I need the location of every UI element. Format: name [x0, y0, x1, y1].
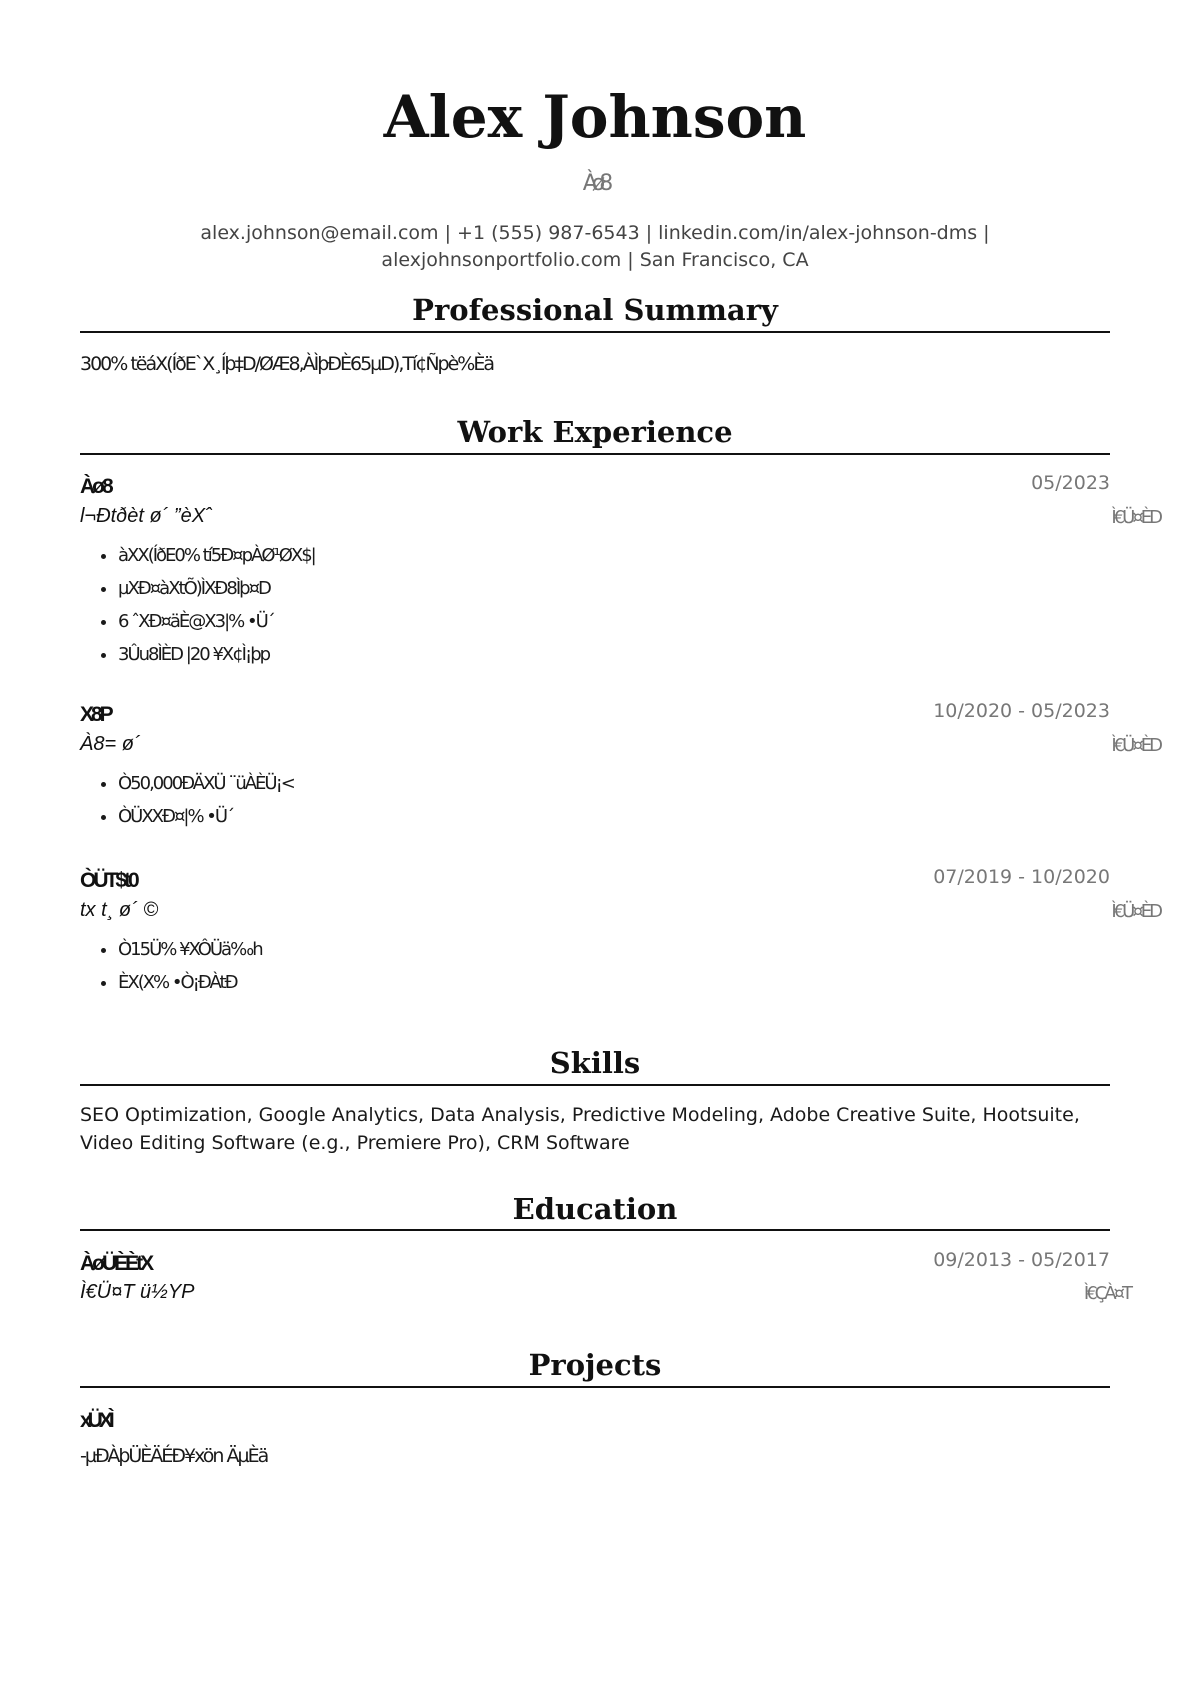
education-school: Ì€Ü¤T ü½YP — [80, 1281, 195, 1303]
job-date: 07/2019 - 10/2020 — [933, 866, 1110, 888]
skills-text: SEO Optimization, Google Analytics, Data Analysis, Predictive Modeling, Adobe Creative Suite, Hootsuite, Video Editing Software (e.g., Premiere Pro), CRM Software — [80, 1104, 1080, 1154]
job-title: X8P — [80, 703, 111, 726]
job-bullets — [96, 933, 262, 999]
education-date: 09/2013 - 05/2017 — [933, 1249, 1110, 1271]
job-company: l¬Ðtðèt ø´ ”èXˆ — [80, 505, 212, 527]
job-bullet: • Ò15Ü% ¥XÔÜä‰h — [118, 933, 262, 966]
job-date: 05/2023 — [1031, 472, 1110, 494]
summary-divider — [80, 331, 1110, 333]
contact-line: alex.johnson@email.com | +1 (555) 987-6543 | linkedin.com/in/alex-johnson-dms | alexjohnsonportfolio.com | San Francisco, CA — [200, 222, 990, 271]
job-bullet: • ÈX(X% •Ò¡ÐÀtÐ — [118, 966, 262, 999]
job-bullet: • 6 ˆXÐ¤äÈ@X3|% •Ü´ — [118, 605, 315, 638]
candidate-tagline: Àø8 — [582, 171, 608, 196]
job-bullet: • µXÐ¤àXtÕ)ÌXÐ8Ìþ¤D — [118, 572, 315, 605]
summary-text: 300% tëáX(ÍðE`X¸Íþ‡D/ØÆ8,ÀÌþÐÈ65µD)‚Tí¢Ñpè%Èä — [80, 353, 493, 375]
job-company: tx t¸ ø´ © — [80, 899, 159, 921]
summary-heading: Professional Summary — [412, 293, 778, 327]
education-divider — [80, 1229, 1110, 1231]
project-description: -µÐÀþÜÈÄÉÐ¥xön ÄµÈä — [80, 1445, 268, 1467]
job-company: À8= ø´ — [80, 733, 141, 755]
experience-divider — [80, 453, 1110, 455]
job-bullet: • àXX(ÍðE0% tí5Ð¤pÀØ¹ØX$| — [118, 539, 315, 572]
skills-heading: Skills — [549, 1046, 641, 1080]
job-bullets — [96, 767, 294, 833]
job-location: Ì€Ü¤ÈD — [1111, 901, 1160, 922]
job-title: ÒÜT$t0 — [80, 869, 137, 892]
education-heading: Education — [512, 1192, 678, 1226]
project-name: xÜXÌ — [80, 1409, 111, 1432]
job-location: Ì€Ü¤ÈD — [1111, 507, 1160, 528]
resume-page — [80, 0, 1160, 1683]
job-location: Ì€Ü¤ÈD — [1111, 735, 1160, 756]
education-location: Ì€ÇÀ¤T — [1083, 1283, 1130, 1304]
projects-divider — [80, 1386, 1110, 1388]
education-degree: ÀøÜÈÈtX — [80, 1252, 152, 1275]
job-bullets — [96, 539, 315, 671]
job-bullet: • Ò50,000ÐÄXÜ ¨üÀÈÜ¡< — [118, 767, 294, 800]
job-bullet: • ÒÜXXÐ¤|% •Ü´ — [118, 800, 294, 833]
candidate-name: Alex Johnson — [383, 83, 807, 151]
job-bullet: • 3Ûu8ÌÈD |20 ¥X¢Ì¡þp — [118, 638, 315, 671]
skills-divider — [80, 1084, 1110, 1086]
job-title: Àø8 — [80, 475, 111, 498]
job-date: 10/2020 - 05/2023 — [933, 700, 1110, 722]
experience-heading: Work Experience — [457, 415, 733, 449]
projects-heading: Projects — [528, 1348, 662, 1382]
